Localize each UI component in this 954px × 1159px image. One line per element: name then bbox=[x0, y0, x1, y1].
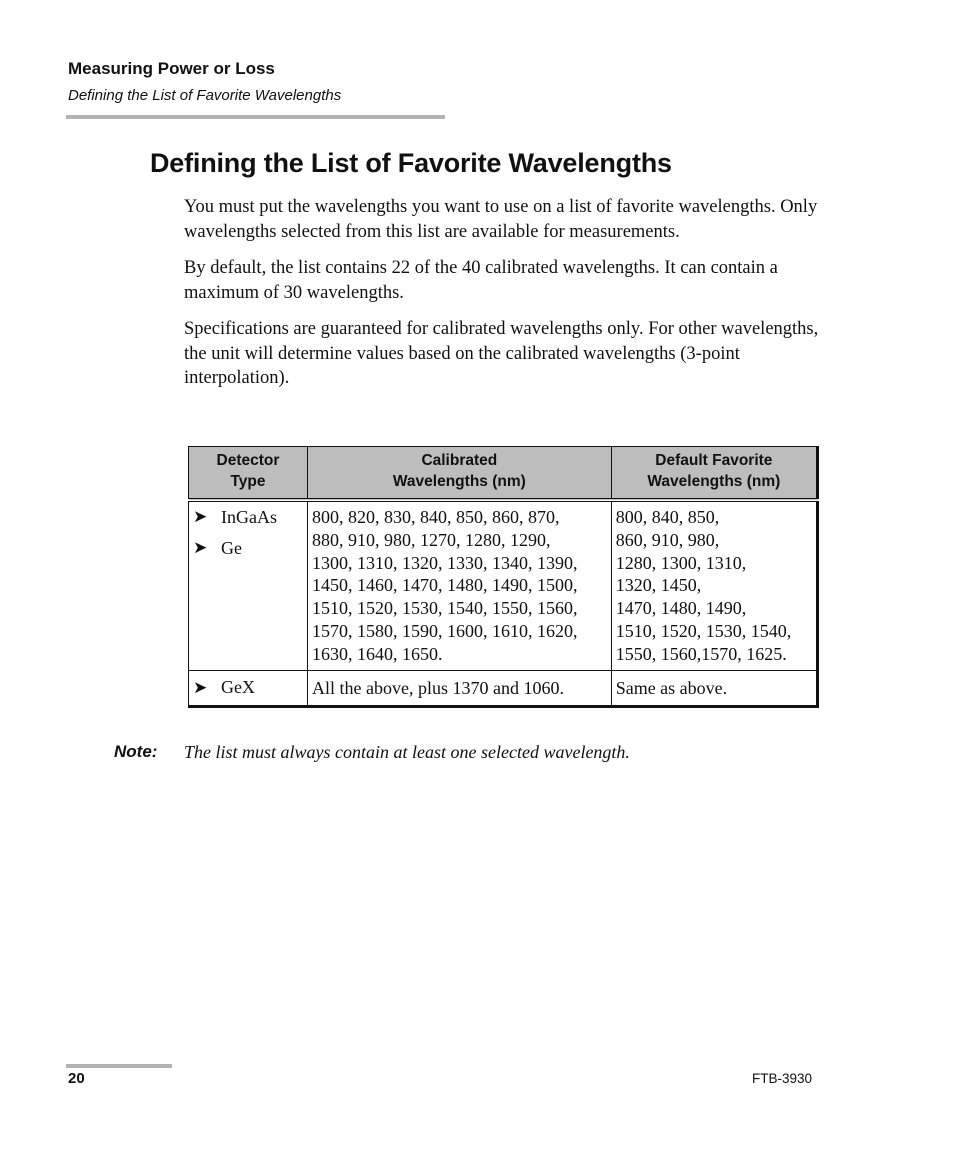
note-text: The list must always contain at least one selected wavelength. bbox=[184, 742, 630, 762]
favorite-wavelengths-cell: 800, 840, 850, 860, 910, 980, 1280, 1300, 1310, 1320, 1450, 1470, 1480, 1490, 1510, 1520, 1530, 1540, 1550, 1560,1570, 1625. bbox=[611, 500, 817, 670]
detector-cell bbox=[189, 500, 308, 670]
header-detector-type: Detector Type bbox=[189, 447, 308, 501]
header-rule bbox=[66, 115, 445, 119]
header-calibrated-wavelengths: Calibrated Wavelengths (nm) bbox=[308, 447, 612, 501]
detector-name: InGaAs bbox=[221, 506, 277, 527]
detector-item bbox=[193, 537, 304, 559]
calibrated-wavelengths-cell: All the above, plus 1370 and 1060. bbox=[308, 670, 612, 707]
note bbox=[114, 740, 630, 764]
table-row bbox=[189, 500, 818, 670]
header-default-favorite-wavelengths: Default Favorite Wavelengths (nm) bbox=[611, 447, 817, 501]
body-text bbox=[184, 195, 824, 403]
chapter-title: Measuring Power or Loss bbox=[68, 59, 275, 78]
calibrated-wavelengths-cell: 800, 820, 830, 840, 850, 860, 870, 880, 910, 980, 1270, 1280, 1290, 1300, 1310, 1320, 1330, 1340, 1390, 1450, 1460, 1470, 1480, 1490, 1500, 1510, 1520, 1530, 1540, 1550, 1560, 1570, 1580, 1590, 1600, 1610, 1620, 1630, 1640, 1650. bbox=[308, 500, 612, 670]
arrow-bullet-icon: ➤ bbox=[193, 677, 208, 697]
detector-name: Ge bbox=[221, 537, 242, 558]
paragraph: You must put the wavelengths you want to use on a list of favorite wavelengths. Only wavelengths selected from this list are available for measurements. bbox=[184, 197, 818, 242]
favorite-wavelengths-cell: Same as above. bbox=[611, 670, 817, 707]
detector-item bbox=[193, 506, 304, 528]
table-header-row bbox=[189, 447, 818, 501]
arrow-bullet-icon: ➤ bbox=[193, 538, 208, 557]
detector-cell bbox=[189, 670, 308, 707]
detector-item bbox=[193, 677, 304, 699]
page-title: Defining the List of Favorite Wavelengths bbox=[150, 148, 672, 178]
page-number: 20 bbox=[68, 1070, 85, 1087]
product-name: FTB-3930 bbox=[752, 1071, 813, 1086]
table-row bbox=[189, 670, 818, 707]
footer-rule bbox=[66, 1064, 172, 1068]
paragraph: Specifications are guaranteed for calibrated wavelengths only. For other wavelengths, the unit will determine values based on the calibrated wavelengths (3-point interpolation). bbox=[184, 319, 819, 388]
note-label: Note: bbox=[114, 742, 158, 761]
paragraph: By default, the list contains 22 of the 40 calibrated wavelengths. It can contain a maximum of 30 wavelengths. bbox=[184, 258, 778, 303]
section-subtitle: Defining the List of Favorite Wavelengths bbox=[68, 87, 342, 104]
detector-name: GeX bbox=[221, 677, 255, 698]
arrow-bullet-icon: ➤ bbox=[193, 507, 208, 526]
running-header bbox=[68, 58, 341, 106]
wavelength-table bbox=[188, 446, 819, 708]
